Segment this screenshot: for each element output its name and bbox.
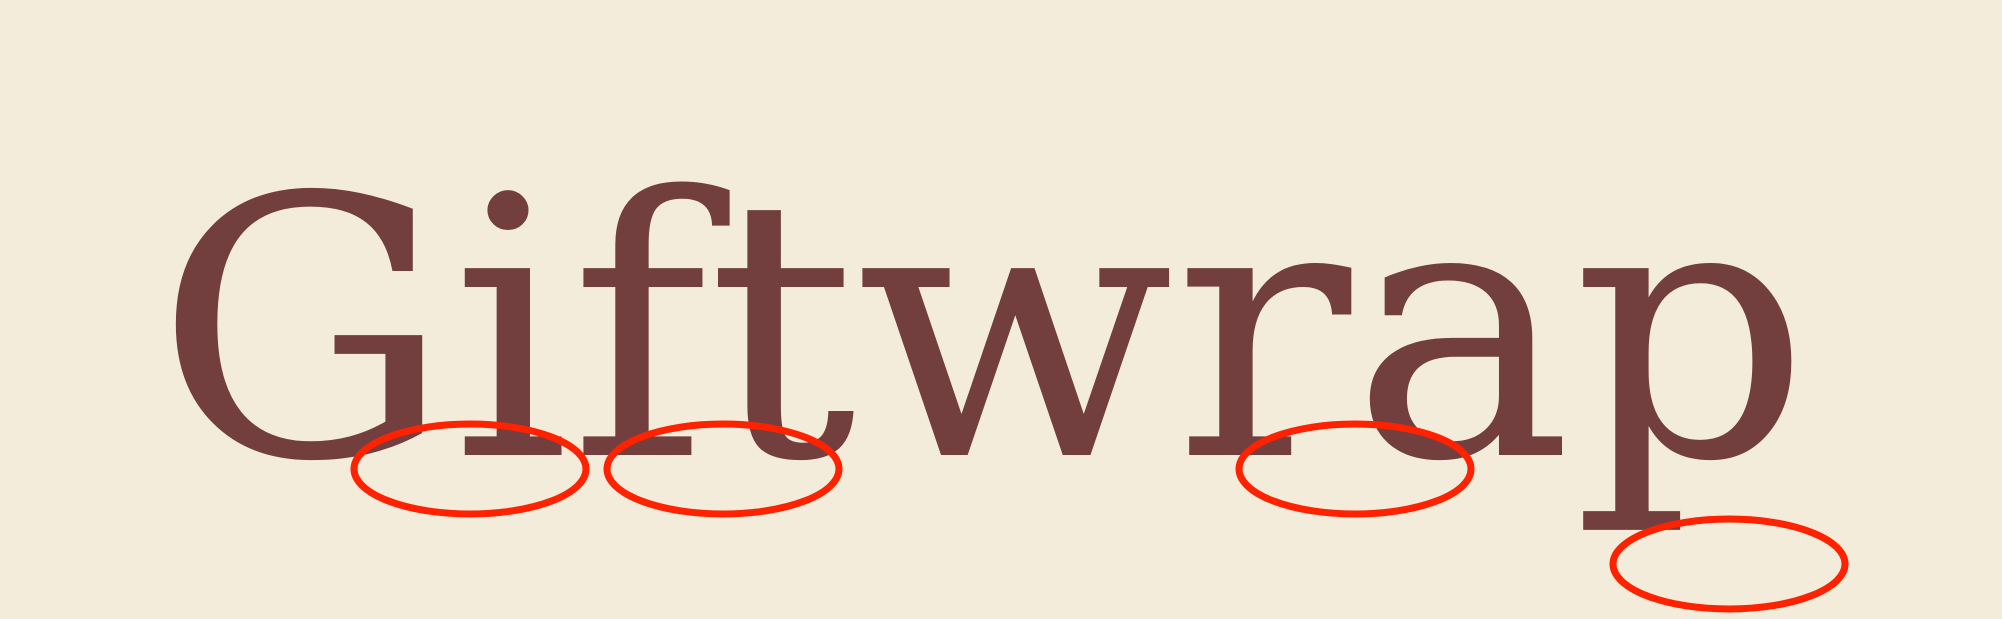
wordmark-giftwrap: Giftwrap xyxy=(155,121,1810,540)
